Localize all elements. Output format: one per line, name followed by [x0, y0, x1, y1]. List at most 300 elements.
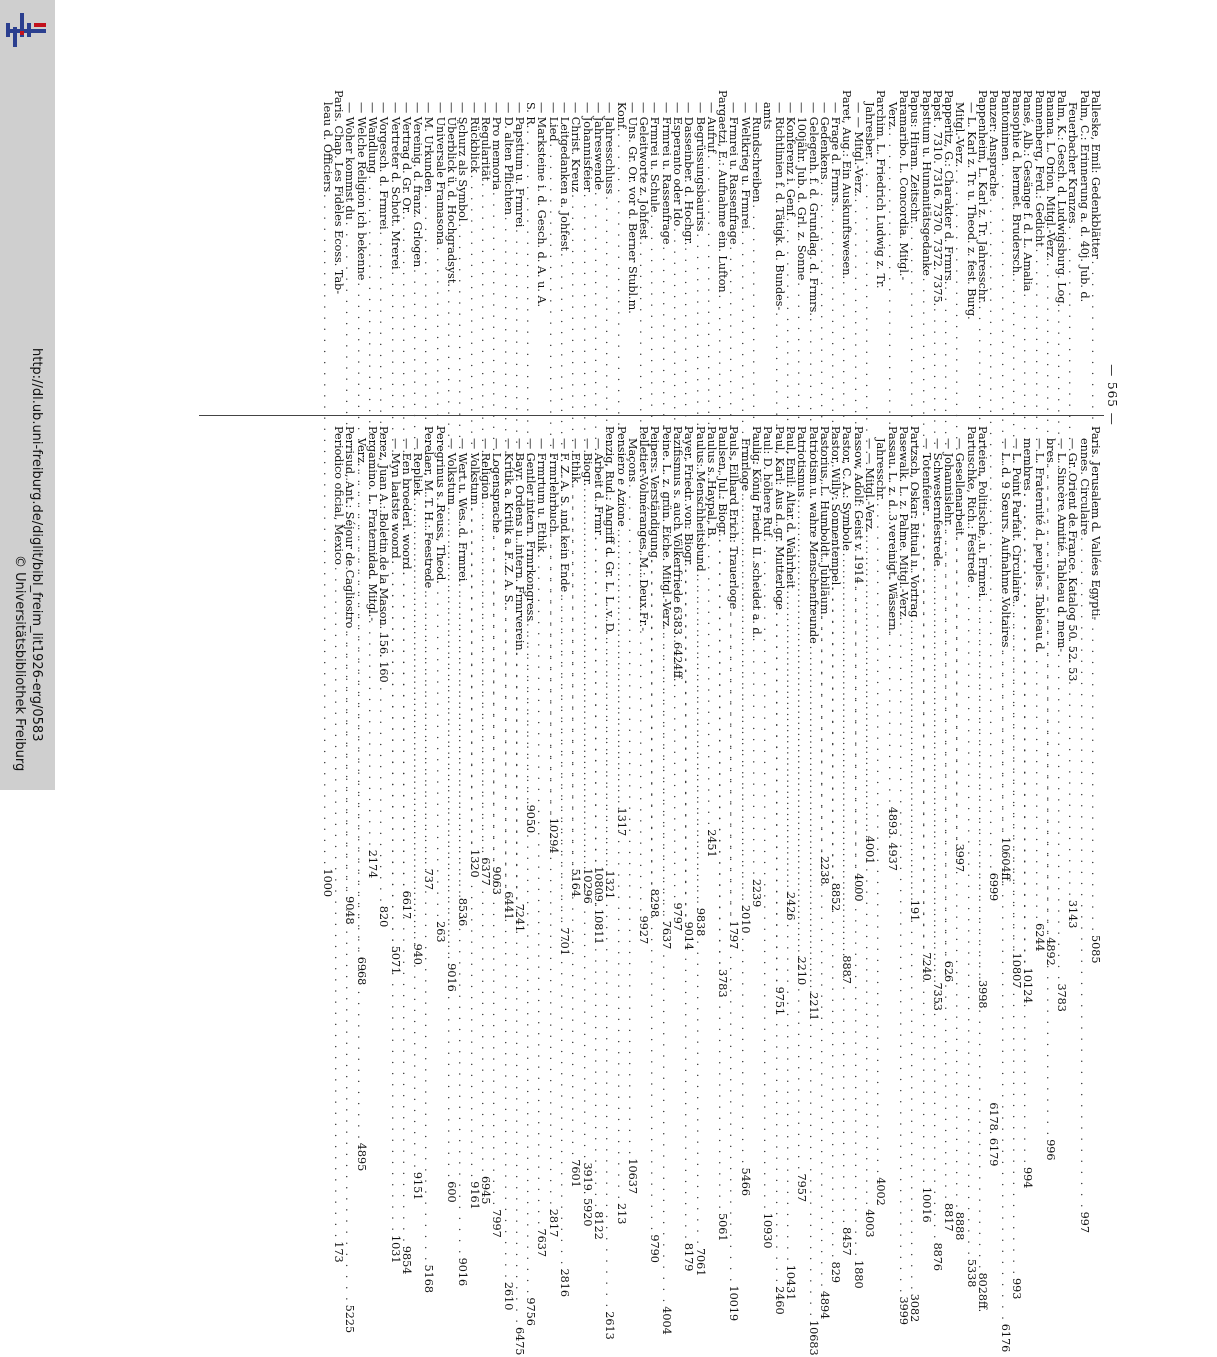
- index-entry-title: — Esperanto oder Ido: [671, 102, 685, 227]
- index-entry-number: 9790: [648, 1234, 662, 1263]
- leader-dots: [514, 653, 525, 1325]
- index-entry: [333, 90, 344, 395]
- index-entry-number: 994: [1021, 1167, 1035, 1189]
- index-entry-title: Payer, Friedr. von: Biogr.: [682, 426, 696, 567]
- index-entry-title: Perelaer, M. T. H.: Feestrede: [422, 426, 436, 589]
- index-entry-title: — Volkstum: [445, 438, 459, 505]
- index-entry: [1077, 426, 1091, 1233]
- index-entry-number: 6441: [501, 891, 515, 920]
- index-entry-number: 1797: [727, 920, 741, 950]
- index-entry-title: — Geleitworte z. Johfest: [637, 102, 651, 240]
- index-entry-title: — Religion: [478, 438, 492, 500]
- leader-dots: [649, 560, 660, 1232]
- index-entry-number: 7601: [569, 1159, 583, 1188]
- index-entry-number: 997: [1077, 1211, 1091, 1233]
- index-entry-title: Paramaribo. L. Concordia. Mitgl.-: [896, 90, 910, 281]
- index-entry-title: — Gesellenarbeit: [953, 438, 967, 536]
- index-entry-title: — Gedenkens: [817, 102, 831, 180]
- index-entry-number: 2613: [603, 1311, 617, 1340]
- index-entry-title: Paul, Karl: Aus d. gr. Mutterloge: [772, 426, 786, 610]
- index-entry-number: 7997: [490, 1209, 504, 1238]
- index-entry-number: 5071: [388, 945, 402, 975]
- index-entry-number: 6178. 6179: [987, 1102, 1001, 1167]
- index-entry-title: — Uns. Gr. Or. vor d. Berner Stubl.m.: [625, 102, 639, 314]
- index-entry: [964, 426, 978, 1288]
- leader-dots: [807, 646, 818, 1318]
- index-entry-title: Panzer: Ansprache: [987, 90, 1001, 197]
- index-entry-title: — Jahreswende: [591, 102, 605, 190]
- index-entry-number: 6377: [478, 857, 492, 886]
- index-entry: [761, 426, 775, 1249]
- leader-dots: [954, 538, 965, 1210]
- index-entry-title: Paulus s. Haypal, B.: [704, 426, 718, 539]
- index-entry-number: 191: [908, 899, 922, 922]
- index-entry-number: 6244: [1032, 923, 1046, 952]
- index-entry-number: 8122: [591, 1211, 605, 1240]
- scanned-page: [58, 0, 1216, 1356]
- leader-dots: [898, 622, 909, 1294]
- index-entry-title: — Volkstum: [467, 438, 481, 505]
- column-divider: [199, 415, 1104, 416]
- index-entry-number: 2174: [366, 849, 379, 879]
- index-entry-number: 7957: [795, 1173, 809, 1203]
- index-entry-title: — Vertrag d. Gr. Or.: [399, 102, 413, 215]
- index-entry-title: Pappenheim, L. Karl z. Tr. Jahresschr.: [976, 90, 990, 304]
- index-entry-title: Konf.: [614, 102, 628, 132]
- leader-dots: [593, 537, 604, 1209]
- index-entry-title: Patriotism u. wahre Menschenfreunde: [806, 426, 820, 644]
- viewer-sidebar: [0, 0, 55, 790]
- index-entry-title: — Totenfeier: [919, 438, 933, 511]
- index-entry-title: — Dasseinber. d. Hochgr.: [682, 102, 696, 246]
- leader-dots: [480, 502, 491, 1174]
- index-entry: [672, 426, 683, 731]
- index-entry-title: Jahresschr.: [874, 438, 888, 501]
- leader-dots: [740, 493, 751, 1165]
- index-entry-number: 4892: [1043, 937, 1057, 966]
- leader-dots: [1022, 493, 1033, 1165]
- index-entry-title: — Myn laatste woord: [388, 438, 402, 559]
- leader-dots: [344, 630, 355, 1302]
- index-entry-title: Palleske, Emil: Gedenkblätter: [1089, 90, 1102, 259]
- leader-dots: [762, 539, 773, 1211]
- index-entry-title: Verz.: [354, 438, 368, 467]
- index-entry-title: — Woher kommst du: [343, 102, 357, 220]
- index-entry-number: 2451: [704, 829, 718, 858]
- leader-dots: [965, 585, 976, 1257]
- index-entry-title: Pensiero e Azione: [614, 426, 628, 527]
- index-entry-title: — Repliek: [411, 438, 425, 496]
- index-entry-number: 3998: [976, 980, 990, 1009]
- leader-dots: [581, 488, 592, 1160]
- leader-dots: [728, 611, 739, 1283]
- leader-dots: [977, 598, 988, 1270]
- index-entry-title: Pantomimen: [998, 90, 1012, 161]
- index-entry-number: 10637: [625, 1158, 639, 1194]
- index-entry-number: 9838: [693, 907, 707, 937]
- index-entry-title: — D. alten Pflichten: [501, 102, 515, 215]
- index-entry-number: 10124: [1021, 967, 1035, 1004]
- index-entry-title: — Gelegenh. f. d. Grundlag. d. Frmrs.: [806, 102, 820, 316]
- index-entry-number: 10016: [919, 1187, 933, 1223]
- index-entry: [625, 426, 639, 1194]
- index-entry: [751, 426, 762, 731]
- index-entry-number: 6945: [478, 1175, 492, 1205]
- index-entry-number: 7061: [693, 1247, 707, 1277]
- index-entry-number: 600: [445, 1181, 459, 1203]
- index-entry-number: 3999: [896, 1296, 910, 1325]
- index-entry-number: 2238: [817, 855, 831, 885]
- index-entry-title: — Christ. Kreuz: [569, 102, 583, 193]
- index-entry-title: Palm, C.: Erinnerung a. d. 40j. Jub. d.: [1077, 90, 1091, 303]
- index-entry-number: 4001: [863, 835, 877, 865]
- index-entry-title: — L. Sincère Amitié. Tableau d. mem-: [1055, 438, 1069, 653]
- index-entry-title: Passau. L. z. d. 3 vereinigt. Wässern.: [885, 426, 899, 635]
- leader-dots: [559, 594, 570, 1266]
- index-entry-number: 2239: [750, 878, 764, 908]
- index-entry: [367, 426, 378, 731]
- index-entry-title: — F. Z. A. S. und kein Ende: [558, 438, 572, 593]
- index-entry-title: — Schwesternfestrede: [930, 438, 944, 567]
- index-entry-title: membres: [1021, 438, 1035, 491]
- index-entry-number: 1000: [320, 868, 334, 897]
- leader-dots: [1011, 604, 1022, 1276]
- leader-dots: [333, 567, 344, 1239]
- index-entry-number: 4002: [874, 1177, 888, 1206]
- index-entry-title: Paulig: König Friedr. II. scheidet a. d.: [750, 426, 764, 639]
- leader-dots: [423, 590, 434, 1262]
- index-entry-number: 9016: [445, 963, 459, 992]
- index-entry-title: Papst . 7310. 7316. 7370. 7372. 7375.: [930, 90, 944, 307]
- index-entry-number: 829: [829, 1261, 843, 1283]
- index-entry-number: 7637: [659, 920, 673, 950]
- index-entry-title: — Universale Framasona: [433, 102, 447, 245]
- index-entry-number: 4004: [659, 1306, 673, 1335]
- index-entry: [987, 90, 1001, 902]
- index-entry-title: S. R.: [524, 102, 538, 129]
- index-entry-title: — Wandlung: [366, 102, 379, 174]
- index-entry-number: 996: [1043, 1139, 1057, 1161]
- index-entry: [896, 426, 910, 1325]
- index-entry: [1033, 426, 1044, 731]
- leader-dots: [446, 507, 457, 1179]
- index-entry-number: 2816: [558, 1268, 572, 1297]
- copyright-notice: © Universitätsbibliothek Freiburg: [12, 555, 27, 772]
- index-entry-title: Paris. Jerusalem d. Vallées Egypti-: [1089, 426, 1102, 621]
- index-entry-title: — Frage d. Frmrs.: [829, 102, 843, 207]
- index-entry-number: 9063: [490, 866, 504, 895]
- leader-dots: [457, 583, 468, 1255]
- index-entry-title: Pansé, Alb.: Gesänge f. d. L. Amalia: [1021, 90, 1035, 292]
- index-entry: [434, 426, 445, 731]
- index-entry-number: 2610: [501, 1281, 515, 1311]
- index-entry: [886, 426, 897, 731]
- leader-dots: [412, 498, 423, 1170]
- leader-dots: [694, 574, 705, 1246]
- leader-dots: [773, 612, 784, 1284]
- index-entry-number: 10930: [761, 1212, 775, 1249]
- index-entry-title: Pasewalk. L. z. Palme. Mitgl.-Verz.: [896, 426, 910, 621]
- leader-dots: [525, 623, 536, 1295]
- index-entry-title: — Frmrei u. Schule: [648, 102, 662, 213]
- index-entry-title: — Rückblick: [467, 102, 481, 173]
- leader-dots: [468, 507, 479, 1179]
- index-entry: [1078, 90, 1089, 395]
- index-entry-number: 9927: [637, 915, 651, 945]
- index-entry-title: Pargaetzi, E.: Aufnahme ein. Lufton: [716, 90, 730, 293]
- index-entry-title: — Überblick ü. d. Hochgradsyst.: [445, 102, 459, 287]
- index-entry-number: 6475: [512, 1326, 526, 1356]
- index-entry-title: Papperitz, G.: Charakter d. Frmrs.: [942, 90, 956, 285]
- index-entry-number: 10683: [806, 1320, 820, 1356]
- index-entry: [1090, 426, 1101, 731]
- index-entry-title: Pastor, Willy: Sonnentempel: [829, 426, 843, 586]
- leader-dots: [875, 503, 886, 1175]
- index-entry-number: 6617: [399, 890, 413, 920]
- index-entry-title: ennes. Circulaire: [1077, 438, 1091, 536]
- index-entry-number: 9161: [467, 1181, 481, 1210]
- index-entry: [706, 426, 717, 731]
- index-entry-title: — L. Fraternité d. peuples. Tableau d.: [1032, 438, 1046, 654]
- index-entry-number: 9016: [456, 1257, 470, 1287]
- leader-dots: [819, 617, 830, 1289]
- index-entry-title: — Richtlinien f. d. Tätigk. d. Bundes-: [772, 102, 786, 311]
- index-entry-title: — Begrüssungsbauriss: [693, 102, 707, 232]
- index-entry-title: Parteien, Politische, u. Frmrei: [976, 426, 990, 597]
- index-entry: [638, 426, 649, 731]
- index-entry-title: Perez, Juan A.: Boletin de la Mason. 156. 160: [377, 426, 391, 683]
- index-entry-number: 9751: [772, 986, 786, 1016]
- index-entry-title: Paret, Aug.: Ein Auskunftswesen.: [840, 90, 854, 280]
- index-entry-title: — Logensprache: [490, 438, 504, 533]
- index-entry-title: Pelletier-Volméranges, M.: Deux Fr.-: [637, 426, 651, 632]
- index-entry-number: 1317: [614, 807, 628, 837]
- index-entry-number: 9756: [524, 1297, 538, 1326]
- leader-dots: [864, 535, 875, 1207]
- index-entry-title: Peregrinus s. Reuss, Theod.: [433, 426, 447, 584]
- index-entry-title: — Gentler intern. Frmrkongress: [524, 438, 538, 622]
- index-entry-title: Paris. Chap. Les Fidèles Ecoss. Tab-: [332, 90, 346, 295]
- leader-dots: [389, 561, 400, 1233]
- index-entry: [762, 90, 773, 395]
- index-entry-title: Paul, Emil: Altar d. Wahrheit: [783, 426, 797, 589]
- page-scan-rotated: [58, 0, 1216, 1356]
- index-entry-title: — Vertreter d. Schott. Mrerei: [388, 102, 402, 270]
- page-number: — 565 —: [1105, 364, 1119, 426]
- index-entry-title: — Regularität: [478, 102, 492, 181]
- index-entry-number: 9014: [682, 921, 696, 951]
- index-entry-title: — Gr. Orient de France. Katalog 50. 52. 53: [1066, 438, 1080, 682]
- leader-dots: [355, 468, 366, 1140]
- index-entry-title: — Marksteine i. d. Gesch. d. A. u. A.: [535, 102, 549, 308]
- index-entry-title: Partzsch, Oskar: Ritual u. Vortrag: [908, 426, 922, 618]
- index-entry-number: 3997: [953, 843, 967, 873]
- index-entry-title: leau d. Officiers: [320, 102, 334, 193]
- index-entry-number: 10807: [1009, 952, 1023, 989]
- index-entry-number: 9050: [524, 804, 538, 834]
- index-entry: [874, 426, 888, 1206]
- index-entry-title: — Frmrlehrbuch: [546, 438, 560, 533]
- index-entry-number: 8887: [840, 955, 854, 984]
- index-entry-title: Papus: Hiram. Zeitschr.: [908, 90, 922, 224]
- index-entry-title: Pannenberg, Ferd.: Gedicht: [1032, 90, 1046, 247]
- leader-dots: [604, 637, 615, 1309]
- index-entry-number: 3783: [716, 968, 730, 998]
- index-entry: [536, 90, 547, 395]
- source-url[interactable]: http://dl.ub.uni-freiburg.de/diglit/bibl_freim_lit1926-erg/0583: [29, 348, 44, 742]
- index-entry-number: 4895: [354, 1142, 368, 1172]
- index-entry-title: Pazifismus s. auch Völkerfriede 6383. 6424ff.: [671, 426, 685, 682]
- index-entry-number: 4894: [817, 1290, 831, 1320]
- index-entry-number: 173: [332, 1241, 346, 1263]
- index-entry: [535, 426, 549, 1258]
- index-entry-number: 8179: [682, 1242, 696, 1272]
- index-entry-number: 5168: [422, 1264, 436, 1294]
- index-entry: [965, 90, 976, 395]
- index-entry-number: 8298: [648, 888, 662, 918]
- index-entry-title: — Ethik: [569, 438, 583, 483]
- index-entry: [332, 426, 346, 1263]
- leader-dots: [547, 534, 558, 1206]
- index-entry: [627, 90, 638, 395]
- leader-dots: [909, 619, 920, 1291]
- index-entry-title: Pastor, C. A.: Symbole: [840, 426, 854, 551]
- index-entry-number: 10019: [727, 1285, 741, 1322]
- index-entry-number: 8457: [840, 1227, 854, 1256]
- index-entry-number: 263: [433, 921, 447, 943]
- index-entry-title: — L. Karl z. Tr. u. Theod. z. fest. Burg.: [964, 102, 978, 320]
- index-entry-title: Parchim. L. Friedrich Ludwig z. Tr.: [874, 90, 888, 289]
- index-entry-number: 5466: [738, 1167, 752, 1196]
- leader-dots: [1078, 537, 1089, 1209]
- leader-dots: [627, 484, 638, 1156]
- index-entry-number: 9048: [343, 896, 357, 925]
- leader-dots: [536, 554, 547, 1226]
- index-entry-title: — Frmrei u. Rassenfrage: [727, 102, 741, 245]
- leader-dots: [491, 535, 502, 1207]
- index-entry-number: 5338: [964, 1258, 978, 1288]
- index-entry-number: 993: [1009, 1278, 1023, 1300]
- index-entry-number: 626: [942, 960, 956, 983]
- index-entry-title: Paulus: Menschheitsbund: [693, 426, 707, 572]
- index-entry: [378, 426, 389, 731]
- index-entry-number: 7353: [930, 982, 944, 1011]
- index-entry-title: — — Mitgl.-Verz.: [851, 102, 865, 197]
- index-entry-title: — Frmrtum u. Ethik: [535, 438, 549, 553]
- index-entry-number: 2210: [795, 956, 809, 986]
- leader-dots: [841, 553, 852, 1225]
- index-entry: [1067, 426, 1078, 731]
- index-entry-title: — Welche Religion ich bekenne: [354, 102, 368, 281]
- index-entry: [875, 90, 886, 395]
- index-entry-number: 2010: [738, 904, 752, 934]
- index-entry-title: Feuerbacher Kranzes: [1066, 102, 1080, 224]
- index-entry-title: — Kritik a. Kritik a. F. Z. A. S.: [501, 438, 515, 606]
- index-entry-number: 2817: [546, 1208, 560, 1238]
- leader-dots: [1045, 465, 1056, 1137]
- index-entry-number: 8876: [930, 1242, 944, 1272]
- leader-dots: [322, 194, 333, 866]
- index-entry-number: 4003: [863, 1209, 877, 1238]
- index-entry-title: bres: [1043, 438, 1057, 463]
- index-entry-number: 8028ff.: [976, 1272, 990, 1313]
- index-entry-number: 9797: [671, 902, 685, 931]
- index-entry-title: — — Mitgl.-Verz.: [863, 438, 877, 533]
- index-entry-number: 5085: [1089, 935, 1102, 964]
- index-entry-title: Peine. L. z. grün. Eiche. Mitgl.-Verz.: [659, 426, 673, 630]
- index-entry-title: Pergamino. L. Fraternidad. Mitgl.-: [366, 426, 379, 622]
- index-entry-title: Periodico oficial, Mexico: [332, 426, 346, 565]
- index-entry-title: Frmrloge: [738, 438, 752, 492]
- index-entry-number: 4893. 4937: [885, 806, 899, 871]
- index-entry-number: 3783: [1055, 983, 1069, 1012]
- leader-dots: [401, 572, 412, 1244]
- index-entry-title: — Frmrei u. Rassenfrage: [659, 102, 673, 245]
- leader-dots: [570, 485, 581, 1157]
- index-entry-number: 5164: [569, 868, 583, 898]
- index-entry-title: — Leitgedanken a. Johfest: [558, 102, 572, 252]
- index-entry-number: 9854: [399, 1245, 413, 1275]
- index-entry-number: 820: [377, 905, 391, 928]
- index-entry-number: 5061: [716, 1213, 730, 1242]
- leader-dots: [852, 586, 863, 1258]
- index-entry-number: 1320: [467, 849, 481, 878]
- index-entry-number: 2211: [806, 992, 820, 1021]
- leader-dots: [615, 529, 626, 1201]
- index-entry-title: — Bayr. Ordens u. intern. Frmrverein: [512, 438, 526, 651]
- index-entry-title: Mitgl.-Verz.: [953, 102, 967, 168]
- leader-dots: [683, 569, 694, 1241]
- index-entry-number: 4000: [851, 873, 865, 902]
- index-entry-number: 940: [411, 943, 425, 965]
- index-entry-number: 3919. 5920: [580, 1162, 594, 1227]
- leader-dots: [796, 499, 807, 1171]
- index-entry-title: amts: [761, 102, 775, 130]
- index-entry-number: 213: [614, 1203, 628, 1225]
- index-entry-title: — Arbeit d. Frmr: [591, 438, 605, 535]
- index-entry-title: Partuschke, Rich.: Festrede: [964, 426, 978, 583]
- index-entry-title: — Aufruf: [704, 102, 718, 153]
- index-entry: [320, 90, 334, 897]
- index-entry-title: Perrisud, Ant.: Séjour de Cagliostro: [343, 426, 357, 629]
- index-entry-number: 7240: [919, 952, 933, 981]
- library-logo-icon[interactable]: [5, 9, 47, 51]
- index-entry-title: — Biogr.: [580, 438, 594, 487]
- index-entry-title: Paulsen, Jul.: Biogr.: [716, 426, 730, 537]
- index-entry-title: Pauls, Eilhard Erich: Trauerloge: [727, 426, 741, 610]
- index-entry-number: 10809. 10811: [591, 866, 605, 945]
- index-entry-title: — Lied: [546, 102, 560, 142]
- index-entry-title: Patriotismus: [795, 426, 809, 498]
- index-entry-title: Palm, K.: Gesch. d. Ludwigsburg. Log.: [1055, 90, 1069, 308]
- leader-dots: [999, 649, 1010, 1321]
- index-entry-title: — M. Urkunden: [422, 102, 436, 193]
- index-entry-title: — Vorgesch. d. Frmrei: [377, 102, 391, 230]
- index-entry-title: — Vereinig. d. franz. Grlogen: [411, 102, 425, 268]
- index-entry-title: Passow, Adolf: Geist v. 1914: [851, 426, 865, 584]
- index-entry-number: 737: [422, 868, 436, 890]
- leader-dots: [502, 608, 513, 1280]
- index-entry-number: 2426: [783, 892, 797, 921]
- index-entry-number: 10431: [783, 1264, 797, 1301]
- index-entry-title: Papsttum u. Humanitätsgedanke: [919, 90, 933, 276]
- index-entry-title: — Schurz als Symbol: [456, 102, 470, 222]
- index-entry-number: 10604ff.: [998, 837, 1012, 884]
- index-entry-title: Maçons: [625, 438, 639, 483]
- index-entry-title: Panama. L. Orion. Mitgl.-Verz.: [1043, 90, 1057, 261]
- index-entry-title: — Johannisfeier: [580, 102, 594, 192]
- index-entry-number: 6176: [998, 1323, 1012, 1353]
